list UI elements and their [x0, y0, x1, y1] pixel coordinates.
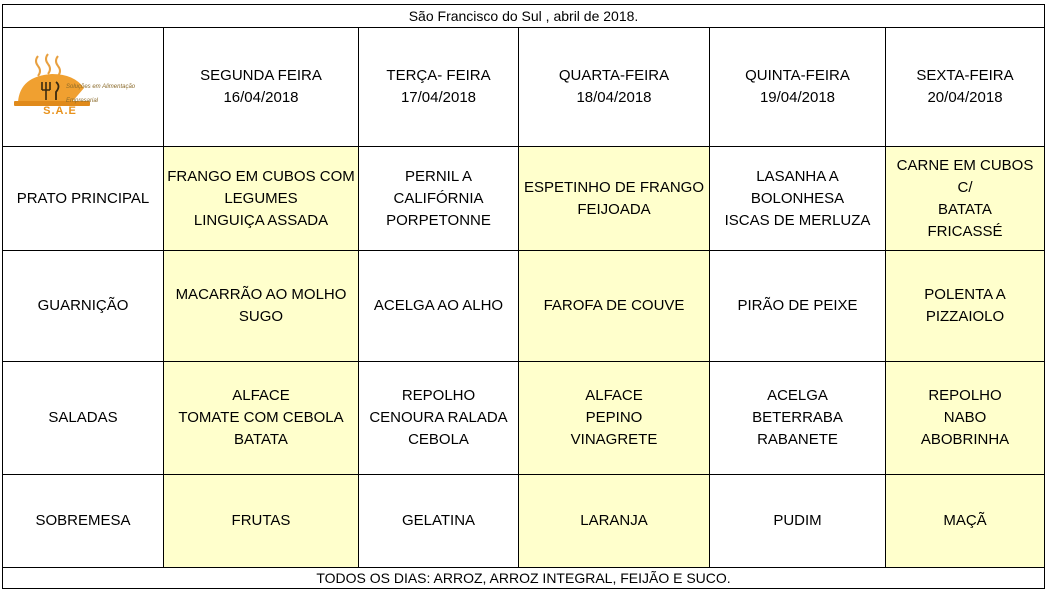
logo-tagline-2: Empresarial [66, 98, 99, 104]
menu-cell-salads-friday: REPOLHO NABO ABOBRINHA [886, 362, 1045, 475]
footer-note: TODOS OS DIAS: ARROZ, ARROZ INTEGRAL, FEIJÃO E SUCO. [3, 568, 1045, 589]
day-name: TERÇA- FEIRA [386, 67, 491, 84]
day-date: 16/04/2018 [223, 89, 299, 106]
day-header-friday [886, 28, 1045, 147]
menu-cell-side-dish-tuesday: ACELGA AO ALHO [359, 251, 519, 362]
day-name: QUARTA-FEIRA [558, 67, 670, 84]
menu-cell-salads-wednesday: ALFACE PEPINO VINAGRETE [519, 362, 710, 475]
row-salads [3, 362, 1045, 475]
menu-cell-dessert-thursday: PUDIM [710, 475, 886, 568]
menu-cell-side-dish-wednesday: FAROFA DE COUVE [519, 251, 710, 362]
row-dessert [3, 475, 1045, 568]
menu-cell-dessert-wednesday: LARANJA [519, 475, 710, 568]
day-date: 18/04/2018 [576, 89, 652, 106]
menu-cell-side-dish-friday: POLENTA A PIZZAIOLO [886, 251, 1045, 362]
menu-cell-main-dish-thursday: LASANHA A BOLONHESA ISCAS DE MERLUZA [710, 147, 886, 251]
row-main-dish [3, 147, 1045, 251]
row-label-salads: SALADAS [3, 362, 164, 475]
menu-cell-dessert-tuesday: GELATINA [359, 475, 519, 568]
sae-logo [10, 50, 156, 124]
menu-cell-main-dish-monday: FRANGO EM CUBOS COM LEGUMES LINGUIÇA ASSADA [164, 147, 359, 251]
row-label-dessert: SOBREMESA [3, 475, 164, 568]
day-header-wednesday [519, 28, 710, 147]
menu-cell-main-dish-tuesday: PERNIL A CALIFÓRNIA PORPETONNE [359, 147, 519, 251]
day-date: 20/04/2018 [927, 89, 1003, 106]
menu-cell-salads-thursday: ACELGA BETERRABA RABANETE [710, 362, 886, 475]
menu-cell-main-dish-friday: CARNE EM CUBOS C/ BATATA FRICASSÉ [886, 147, 1045, 251]
row-label-main-dish: PRATO PRINCIPAL [3, 147, 164, 251]
menu-title: São Francisco do Sul , abril de 2018. [3, 5, 1045, 28]
day-header-tuesday [359, 28, 519, 147]
row-label-side-dish: GUARNIÇÃO [3, 251, 164, 362]
day-date: 19/04/2018 [759, 89, 836, 106]
weekly-menu-table [2, 4, 1045, 589]
menu-cell-salads-tuesday: REPOLHO CENOURA RALADA CEBOLA [359, 362, 519, 475]
menu-cell-side-dish-monday: MACARRÃO AO MOLHO SUGO [164, 251, 359, 362]
day-header-monday [164, 28, 359, 147]
day-date: 17/04/2018 [400, 89, 477, 106]
menu-cell-salads-monday: ALFACE TOMATE COM CEBOLA BATATA [164, 362, 359, 475]
row-side-dish [3, 251, 1045, 362]
day-name: SEGUNDA FEIRA [200, 67, 322, 84]
logo-text: S.A.E [43, 105, 77, 117]
menu-cell-dessert-monday: FRUTAS [164, 475, 359, 568]
day-header-thursday [710, 28, 886, 147]
logo-cell [3, 28, 164, 147]
menu-cell-side-dish-thursday: PIRÃO DE PEIXE [710, 251, 886, 362]
day-name: QUINTA-FEIRA [745, 67, 850, 84]
day-name: SEXTA-FEIRA [916, 67, 1014, 84]
menu-cell-main-dish-wednesday: ESPETINHO DE FRANGO FEIJOADA [519, 147, 710, 251]
menu-cell-dessert-friday: MAÇÃ [886, 475, 1045, 568]
logo-tagline-1: Soluções em Alimentação [66, 84, 136, 90]
